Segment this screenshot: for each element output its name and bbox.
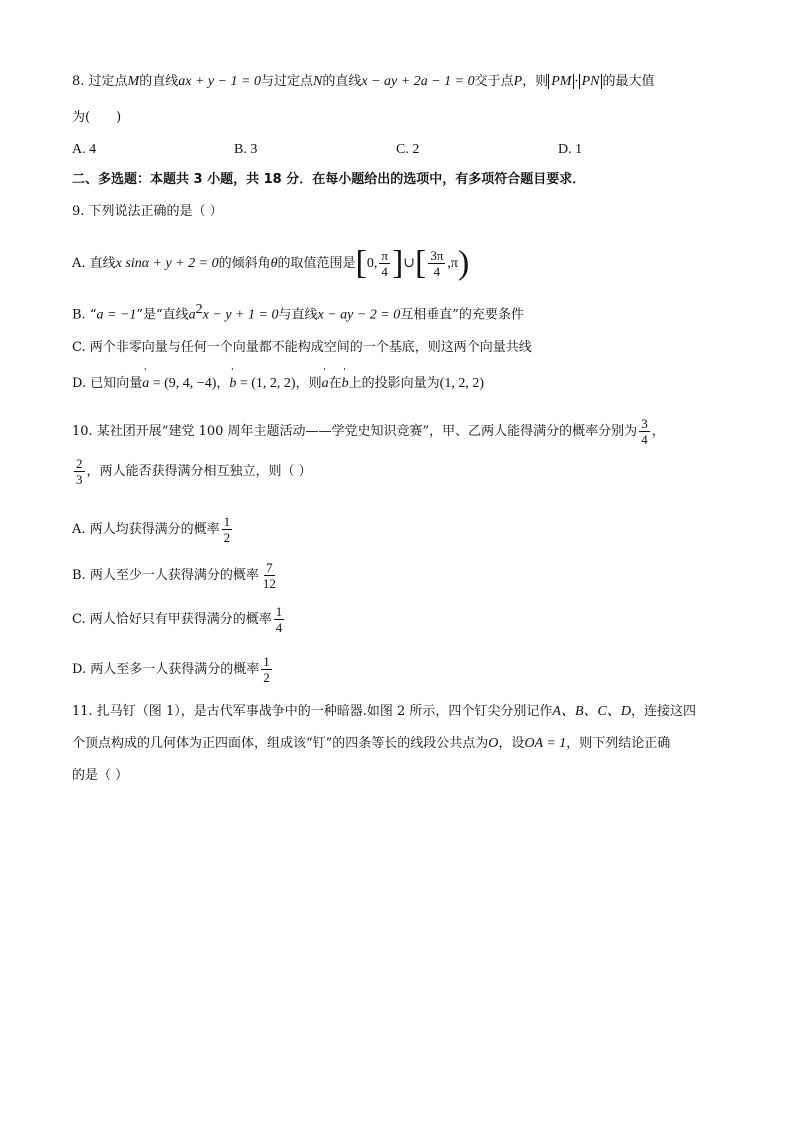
q11-text: ，连接这四 bbox=[630, 704, 696, 719]
q9d-text: 上的投影向量为 bbox=[348, 376, 440, 391]
left-bracket: [ bbox=[355, 244, 367, 282]
vector-a: ' a bbox=[322, 374, 329, 394]
q9-option-c: C. 两个非零向量与任何一个向量都不能构成空间的一个基底，则这两个向量共线 bbox=[72, 340, 532, 355]
frac-num: 3π bbox=[430, 248, 444, 263]
q9d-text: D. 已知向量 bbox=[72, 376, 143, 391]
q9b-text: B. “ bbox=[72, 307, 97, 323]
right-bracket: ] bbox=[391, 244, 404, 282]
q9b-eq3: x − ay − 2 = 0 bbox=[317, 307, 401, 323]
fraction-3pi-over-4 bbox=[428, 248, 445, 279]
frac-den: 4 bbox=[433, 264, 441, 279]
frac-den: 4 bbox=[275, 620, 283, 635]
q10-stem-line2 bbox=[72, 456, 312, 487]
frac-num: 2 bbox=[76, 456, 83, 471]
q8-text: ，则 bbox=[522, 74, 549, 89]
q8-line-eq2: x − ay + 2a − 1 = 0 bbox=[361, 74, 475, 89]
vector-b: ' b bbox=[342, 374, 349, 394]
q10-option-c bbox=[72, 604, 286, 635]
q10-option-b bbox=[72, 560, 280, 591]
interval-start: 0, bbox=[366, 256, 378, 271]
q11-oa-equation: OA = 1 bbox=[524, 736, 567, 751]
superscript: 2 bbox=[195, 302, 203, 317]
q9d-text: 在 bbox=[328, 376, 342, 391]
fraction-pi-over-4 bbox=[379, 248, 390, 279]
fraction-1-2 bbox=[261, 654, 272, 685]
q11-text: ，则下列结论正确 bbox=[566, 736, 671, 751]
q9b-condition: a = −1 bbox=[96, 307, 137, 323]
q10a-text: A. 两人均获得满分的概率 bbox=[72, 522, 220, 537]
frac-num: 7 bbox=[266, 560, 273, 575]
q11-text: 11. 扎马钉（图 1），是古代军事战争中的一种暗器.如图 2 所示，四个钉尖分别记作 bbox=[72, 704, 553, 719]
q11-stem-line3: 的是（ ） bbox=[72, 768, 129, 783]
union-symbol: ∪ bbox=[403, 256, 416, 271]
q8-text: 的最大值 bbox=[602, 74, 655, 89]
vector-b-value: = (1, 2, 2) bbox=[236, 376, 296, 391]
point-n: N bbox=[313, 74, 323, 89]
q8-text: 交于点 bbox=[474, 74, 514, 89]
vertex-labels: A、B、C、D bbox=[552, 704, 631, 719]
q9a-text: 的倾斜角 bbox=[218, 256, 271, 271]
frac-den: 3 bbox=[76, 472, 83, 487]
q9b-text: ”是“直线 bbox=[136, 307, 189, 323]
q8-stem-line2: 为( ) bbox=[72, 110, 122, 125]
q8-text: 8. 过定点 bbox=[72, 74, 128, 89]
q9-option-a bbox=[72, 244, 470, 282]
fraction-7-12 bbox=[261, 560, 278, 591]
dot-operator: · bbox=[574, 74, 579, 89]
vector-a: ' a bbox=[142, 374, 149, 394]
vector-b: ' b bbox=[229, 374, 236, 394]
interval-end: ,π bbox=[447, 256, 458, 271]
q8-text: 与过定点 bbox=[261, 74, 314, 89]
q10c-text: C. 两人恰好只有甲获得满分的概率 bbox=[72, 612, 272, 627]
q10-text: ，两人能否获得满分相互独立，则（ ） bbox=[86, 464, 312, 479]
q8-text: 的直线 bbox=[322, 74, 362, 89]
section-heading-multiple-choice: 二、多选题：本题共 3 小题，共 18 分．在每小题给出的选项中，有多项符合题目要求． bbox=[72, 172, 586, 187]
point-o: O bbox=[488, 736, 499, 751]
q9b-text: 互相垂直”的充要条件 bbox=[400, 307, 524, 323]
q8-option-a: A. 4 bbox=[72, 142, 97, 157]
right-paren: ) bbox=[458, 244, 470, 282]
projection-value: (1, 2, 2) bbox=[439, 376, 484, 391]
frac-den: 12 bbox=[262, 576, 276, 591]
frac-num: π bbox=[381, 248, 388, 263]
left-bracket: [ bbox=[415, 244, 427, 282]
q9d-text: ， bbox=[216, 376, 230, 391]
q9a-text: A. 直线 bbox=[72, 256, 116, 271]
fraction-2-3 bbox=[74, 456, 85, 487]
q9b-eq2-part: x − y + 1 = 0 bbox=[202, 307, 279, 323]
q9d-text: ，则 bbox=[295, 376, 322, 391]
frac-num: 1 bbox=[275, 604, 283, 619]
q10-option-a bbox=[72, 514, 234, 545]
q10d-text: D. 两人至多一人获得满分的概率 bbox=[72, 662, 260, 677]
q8-text: 的直线 bbox=[139, 74, 179, 89]
q9-option-d bbox=[72, 374, 484, 394]
q11-text: 个顶点构成的几何体为正四面体，组成该“钉”的四条等长的线段公共点为 bbox=[72, 736, 489, 751]
q10-stem-line1 bbox=[72, 416, 665, 447]
q10b-text: B. 两人至少一人获得满分的概率 bbox=[72, 568, 259, 583]
q9b-eq2-part: a bbox=[188, 307, 196, 323]
q9-option-b bbox=[72, 300, 524, 325]
q8-option-d: D. 1 bbox=[558, 142, 583, 157]
q8-option-c: C. 2 bbox=[396, 142, 420, 157]
frac-num: 1 bbox=[223, 514, 231, 529]
fraction-1-2 bbox=[222, 514, 233, 545]
q9b-text: 与直线 bbox=[278, 307, 318, 323]
q8-option-b: B. 3 bbox=[234, 142, 258, 157]
q9a-text: 的取值范围是 bbox=[277, 256, 356, 271]
theta-symbol: θ bbox=[270, 256, 278, 271]
fraction-1-4 bbox=[274, 604, 285, 635]
q10-text: ， bbox=[651, 424, 665, 439]
q10-text: 10. 某社团开展“建党 100 周年主题活动——学党史知识竞赛”，甲、乙两人能得满分的概率分别为 bbox=[72, 424, 638, 439]
q8-stem-line1 bbox=[72, 72, 654, 92]
frac-den: 2 bbox=[223, 530, 231, 545]
q9-stem: 9. 下列说法正确的是（ ） bbox=[72, 204, 223, 219]
abs-pn: PN bbox=[579, 74, 603, 89]
q8-line-eq1: ax + y − 1 = 0 bbox=[178, 74, 262, 89]
frac-den: 4 bbox=[641, 432, 648, 447]
point-p: P bbox=[513, 74, 523, 89]
frac-num: 1 bbox=[263, 654, 270, 669]
frac-den: 4 bbox=[381, 264, 388, 279]
frac-den: 2 bbox=[263, 670, 270, 685]
abs-pm: PM bbox=[548, 74, 574, 89]
vector-a-value: = (9, 4, −4) bbox=[149, 376, 217, 391]
q10-option-d bbox=[72, 654, 274, 685]
q11-stem-line2 bbox=[72, 734, 670, 754]
q11-stem-line1 bbox=[72, 702, 696, 722]
frac-num: 3 bbox=[641, 416, 648, 431]
point-m: M bbox=[127, 74, 140, 89]
q11-text: ，设 bbox=[498, 736, 525, 751]
fraction-3-4 bbox=[639, 416, 650, 447]
q9a-line-eq: x sinα + y + 2 = 0 bbox=[115, 256, 219, 271]
